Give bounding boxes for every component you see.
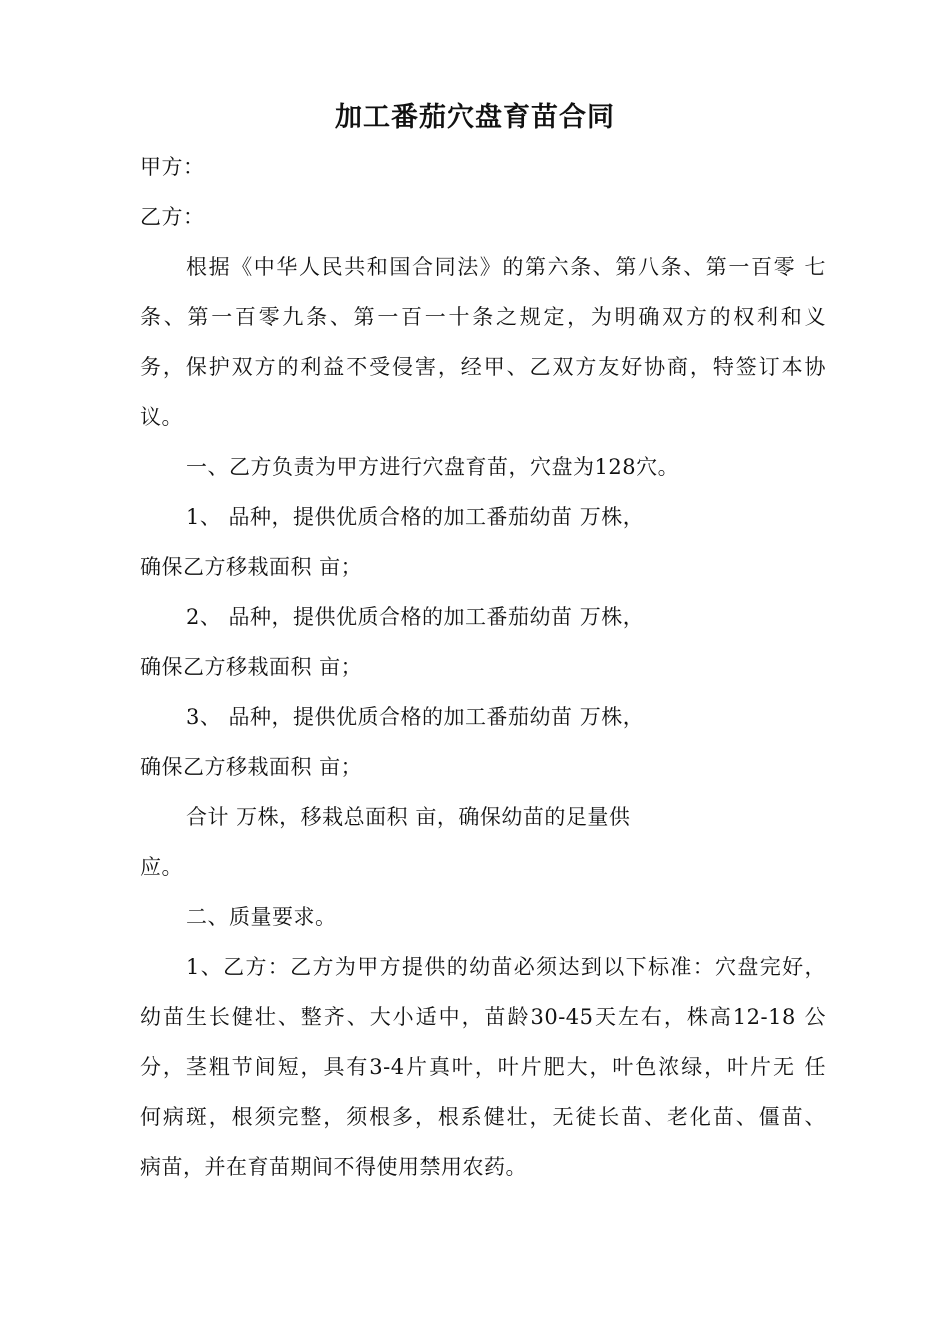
preamble-line-3: 务，保护双方的利益不受侵害，经甲、乙双方友好协商，特签订本协 [140,355,826,379]
document-title: 加工番茄穴盘育苗合同 [335,102,615,133]
section-one-heading: 一、乙方负责为甲方进行穴盘育苗，穴盘为128穴。 [186,455,680,479]
party-b-line: 乙方： [140,205,205,229]
quality-line-4: 何病斑，根须完整，须根多，根系健壮，无徒长苗、老化苗、僵苗、 [140,1105,826,1129]
quality-line-2: 幼苗生长健壮、整齐、大小适中，苗龄30-45天左右，株高12-18 公 [140,1005,826,1029]
quality-line-1: 1、乙方：乙方为甲方提供的幼苗必须达到以下标准：穴盘完好， [186,955,826,979]
item-1-line-2: 确保乙方移栽面积 亩； [140,555,363,579]
preamble-line-4: 议。 [140,405,183,429]
quality-line-5: 病苗，并在育苗期间不得使用禁用农药。 [140,1155,527,1179]
quality-line-3: 分，茎粗节间短，具有3-4片真叶，叶片肥大，叶色浓绿，叶片无 任 [140,1055,826,1079]
item-3-line-2: 确保乙方移栽面积 亩； [140,755,363,779]
item-1-line-1: 1、 品种，提供优质合格的加工番茄幼苗 万株， [186,505,645,529]
item-2-line-1: 2、 品种，提供优质合格的加工番茄幼苗 万株， [186,605,645,629]
item-3-line-1: 3、 品种，提供优质合格的加工番茄幼苗 万株， [186,705,645,729]
preamble-line-1: 根据《中华人民共和国合同法》的第六条、第八条、第一百零 七 [186,255,826,279]
party-a-line: 甲方： [140,155,205,179]
section-two-heading: 二、质量要求。 [186,905,337,929]
total-line-2: 应。 [140,855,183,879]
total-line-1: 合计 万株，移栽总面积 亩，确保幼苗的足量供 [186,805,631,829]
preamble-line-2: 条、第一百零九条、第一百一十条之规定，为明确双方的权利和义 [140,305,826,329]
item-2-line-2: 确保乙方移栽面积 亩； [140,655,363,679]
